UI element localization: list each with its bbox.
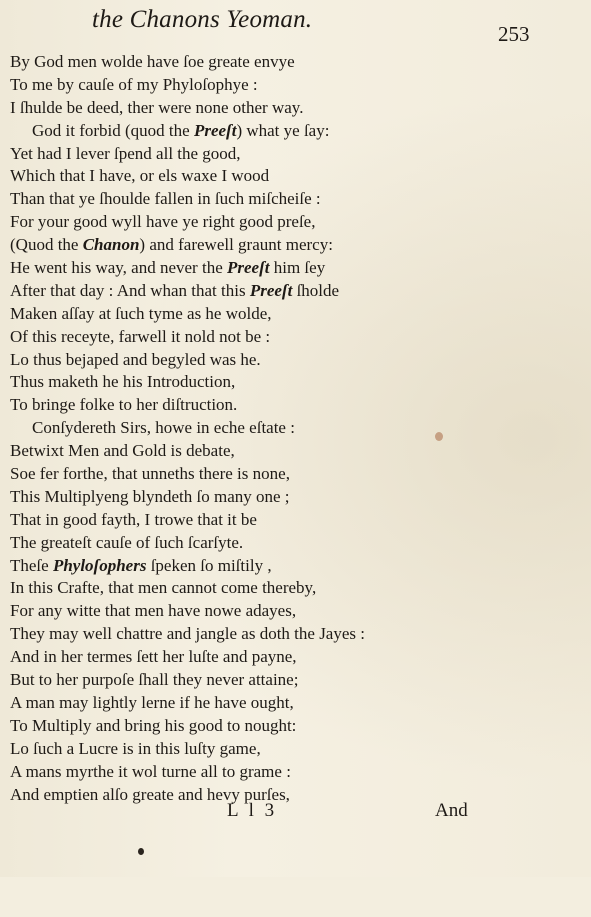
paper-stain [435,432,443,441]
show-through-text [496,0,591,917]
verse-line: But to her purpoſe ſhall they never attaine; [10,670,299,690]
verse-line: That in good fayth, I trowe that it be [10,509,257,529]
verse-line: A mans myrthe it wol turne all to grame : [10,761,291,781]
verse-line: Which that I have, or els waxe I wood [10,166,270,186]
verse-line: They may well chattre and jangle as doth the Jayes : [10,624,365,644]
verse-line: To bringe folke to her diſtruction. [10,395,238,415]
verse-line: For your good wyll have ye right good preſe, [10,212,316,232]
verse-line: For any witte that men have nowe adayes, [10,601,297,621]
running-header-title: the Chanons Yeoman. [92,6,313,33]
verse-line: The greateſt cauſe of ſuch ſcarſyte. [10,532,244,552]
verse-line: By God men wolde have ſoe greate envye [10,52,295,71]
verse-line: Lo ſuch a Lucre is in this luſty game, [10,738,261,758]
verse-line: Thus maketh he his Introduction, [10,372,236,392]
verse-line: After that day : And whan that this Preeſt ſholde [10,280,340,300]
verse-line: Theſe Phyloſophers ſpeken ſo miſtily , [10,555,272,575]
verse-line: (Quod the Chanon) and farewell graunt mercy: [10,235,333,255]
verse-line: To me by cauſe of my Phyloſophye : [10,74,258,94]
verse-line: This Multiplyeng blyndeth ſo many one ; [10,486,290,506]
verse-line: A man may lightly lerne if he have ought, [10,692,294,712]
catchword: And [435,800,468,821]
verse-line: Lo thus bejaped and begyled was he. [10,349,261,369]
verse-line: In this Crafte, that men cannot come thereby, [10,578,317,598]
verse-line: Betwixt Men and Gold is debate, [10,441,235,461]
verse-line: Yet had I lever ſpend all the good, [10,143,241,163]
verse-line: Than that ye ſhoulde fallen in ſuch miſcheiſe : [10,189,321,209]
signature-mark: L l 3 [227,800,278,821]
verse-line: To Multiply and bring his good to nought: [10,715,297,735]
verse-text-block [10,51,480,806]
verse-line: And emptien alſo greate and hevy purſes, [10,784,290,804]
verse-line: Soe fer forthe, that unneths there is none, [10,464,290,484]
verse-line: Of this receyte, farwell it nold not be : [10,326,271,346]
verse-line: Maken aſſay at ſuch tyme as he wolde, [10,303,272,323]
verse-line: And in her termes ſett her luſte and payne, [10,647,297,667]
ink-speck [138,848,144,855]
verse-line: He went his way, and never the Preeſt him ſey [10,258,326,278]
verse-line: God it forbid (quod the Preeſt) what ye ſay: [32,120,330,140]
verse-line: Conſydereth Sirs, howe in eche eſtate : [32,418,295,438]
page-number: 253 [498,22,530,46]
verse-line: I ſhulde be deed, ther were none other way. [10,97,304,117]
